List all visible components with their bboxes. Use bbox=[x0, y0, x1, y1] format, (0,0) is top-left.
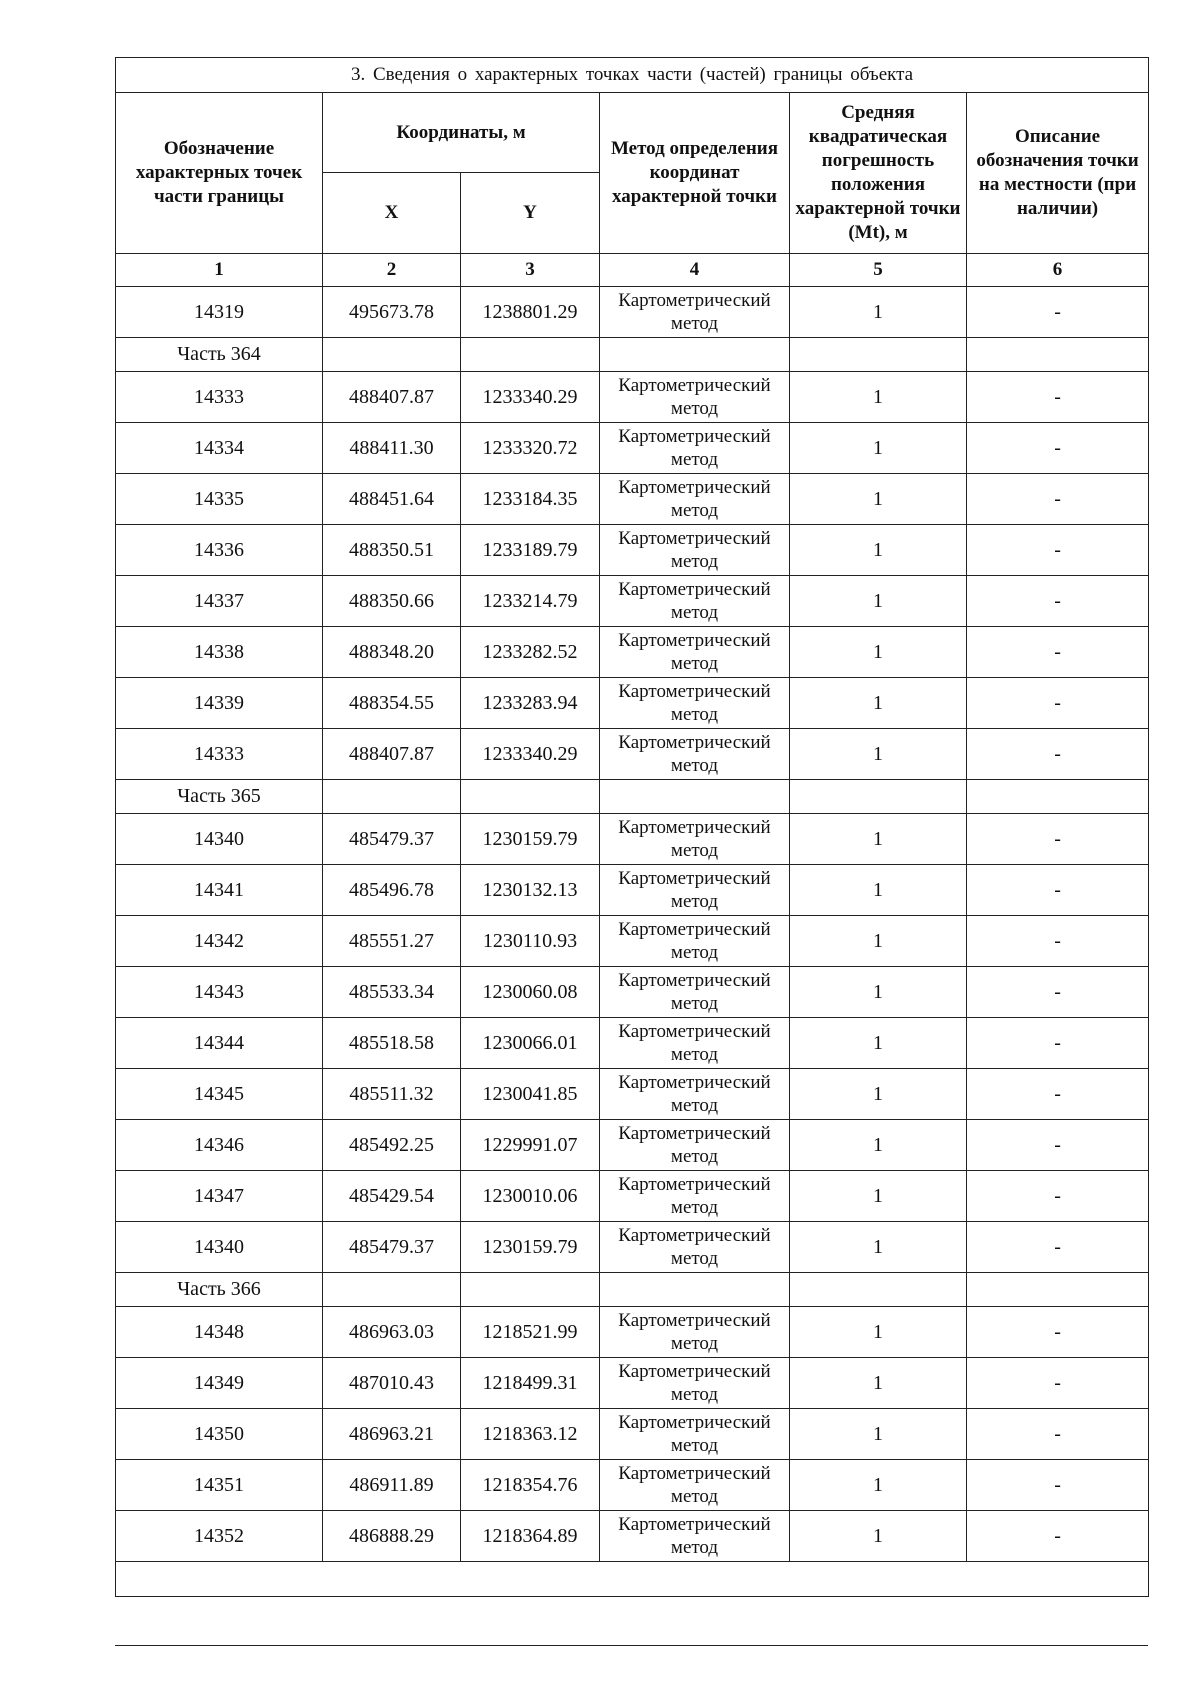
description-cell: - bbox=[967, 967, 1149, 1018]
error-cell: 1 bbox=[790, 1460, 967, 1511]
error-cell: 1 bbox=[790, 525, 967, 576]
method-cell: Картометрический метод bbox=[600, 678, 790, 729]
x-coordinate-cell: 495673.78 bbox=[323, 287, 461, 338]
error-cell: 1 bbox=[790, 1222, 967, 1273]
header-method: Метод определения координат характерной точки bbox=[600, 93, 790, 254]
table-row bbox=[116, 678, 1149, 729]
method-cell: Картометрический метод bbox=[600, 287, 790, 338]
method-cell: Картометрический метод bbox=[600, 1307, 790, 1358]
method-cell: Картометрический метод bbox=[600, 525, 790, 576]
column-number: 6 bbox=[967, 254, 1149, 287]
table-row bbox=[116, 1307, 1149, 1358]
x-coordinate-cell: 486963.21 bbox=[323, 1409, 461, 1460]
empty-cell bbox=[967, 338, 1149, 372]
method-cell: Картометрический метод bbox=[600, 814, 790, 865]
method-cell: Картометрический метод bbox=[600, 372, 790, 423]
method-cell: Картометрический метод bbox=[600, 474, 790, 525]
column-number: 5 bbox=[790, 254, 967, 287]
method-cell: Картометрический метод bbox=[600, 1358, 790, 1409]
document-page bbox=[115, 57, 1148, 1597]
description-cell: - bbox=[967, 1409, 1149, 1460]
table-row bbox=[116, 1511, 1149, 1562]
table-row bbox=[116, 916, 1149, 967]
description-cell: - bbox=[967, 576, 1149, 627]
part-label: Часть 365 bbox=[116, 780, 323, 814]
point-id-cell: 14335 bbox=[116, 474, 323, 525]
header-row-1 bbox=[116, 93, 1149, 173]
header-x: X bbox=[323, 173, 461, 254]
table-row bbox=[116, 1171, 1149, 1222]
column-number: 4 bbox=[600, 254, 790, 287]
description-cell: - bbox=[967, 814, 1149, 865]
error-cell: 1 bbox=[790, 423, 967, 474]
x-coordinate-cell: 486911.89 bbox=[323, 1460, 461, 1511]
x-coordinate-cell: 486963.03 bbox=[323, 1307, 461, 1358]
empty-cell bbox=[600, 780, 790, 814]
y-coordinate-cell: 1218521.99 bbox=[461, 1307, 600, 1358]
description-cell: - bbox=[967, 1511, 1149, 1562]
x-coordinate-cell: 487010.43 bbox=[323, 1358, 461, 1409]
description-cell: - bbox=[967, 1307, 1149, 1358]
point-id-cell: 14347 bbox=[116, 1171, 323, 1222]
description-cell: - bbox=[967, 1460, 1149, 1511]
description-cell: - bbox=[967, 916, 1149, 967]
point-id-cell: 14346 bbox=[116, 1120, 323, 1171]
description-cell: - bbox=[967, 1018, 1149, 1069]
table-row bbox=[116, 627, 1149, 678]
method-cell: Картометрический метод bbox=[600, 916, 790, 967]
y-coordinate-cell: 1230132.13 bbox=[461, 865, 600, 916]
method-cell: Картометрический метод bbox=[600, 1511, 790, 1562]
section-title: 3. Сведения о характерных точках части (частей) границы объекта bbox=[116, 58, 1149, 93]
y-coordinate-cell: 1233184.35 bbox=[461, 474, 600, 525]
table-row bbox=[116, 1358, 1149, 1409]
x-coordinate-cell: 488451.64 bbox=[323, 474, 461, 525]
method-cell: Картометрический метод bbox=[600, 1120, 790, 1171]
method-cell: Картометрический метод bbox=[600, 576, 790, 627]
point-id-cell: 14345 bbox=[116, 1069, 323, 1120]
empty-cell bbox=[461, 338, 600, 372]
empty-cell bbox=[600, 338, 790, 372]
point-id-cell: 14352 bbox=[116, 1511, 323, 1562]
error-cell: 1 bbox=[790, 729, 967, 780]
error-cell: 1 bbox=[790, 678, 967, 729]
point-id-cell: 14342 bbox=[116, 916, 323, 967]
point-id-cell: 14349 bbox=[116, 1358, 323, 1409]
method-cell: Картометрический метод bbox=[600, 627, 790, 678]
method-cell: Картометрический метод bbox=[600, 1460, 790, 1511]
method-cell: Картометрический метод bbox=[600, 729, 790, 780]
x-coordinate-cell: 485429.54 bbox=[323, 1171, 461, 1222]
point-id-cell: 14333 bbox=[116, 729, 323, 780]
y-coordinate-cell: 1230159.79 bbox=[461, 814, 600, 865]
table-row bbox=[116, 287, 1149, 338]
point-id-cell: 14319 bbox=[116, 287, 323, 338]
x-coordinate-cell: 485492.25 bbox=[323, 1120, 461, 1171]
error-cell: 1 bbox=[790, 967, 967, 1018]
header-coordinates: Координаты, м bbox=[323, 93, 600, 173]
point-id-cell: 14341 bbox=[116, 865, 323, 916]
y-coordinate-cell: 1233214.79 bbox=[461, 576, 600, 627]
description-cell: - bbox=[967, 1069, 1149, 1120]
description-cell: - bbox=[967, 1358, 1149, 1409]
header-description: Описание обозначения точки на местности (при наличии) bbox=[967, 93, 1149, 254]
point-id-cell: 14344 bbox=[116, 1018, 323, 1069]
y-coordinate-cell: 1218354.76 bbox=[461, 1460, 600, 1511]
table-row bbox=[116, 1460, 1149, 1511]
x-coordinate-cell: 485533.34 bbox=[323, 967, 461, 1018]
part-header-row bbox=[116, 1273, 1149, 1307]
error-cell: 1 bbox=[790, 1069, 967, 1120]
error-cell: 1 bbox=[790, 576, 967, 627]
boundary-points-table bbox=[115, 57, 1149, 1597]
y-coordinate-cell: 1230159.79 bbox=[461, 1222, 600, 1273]
column-number: 3 bbox=[461, 254, 600, 287]
y-coordinate-cell: 1218364.89 bbox=[461, 1511, 600, 1562]
method-cell: Картометрический метод bbox=[600, 1018, 790, 1069]
table-row bbox=[116, 729, 1149, 780]
column-number: 2 bbox=[323, 254, 461, 287]
x-coordinate-cell: 485496.78 bbox=[323, 865, 461, 916]
table-row bbox=[116, 474, 1149, 525]
description-cell: - bbox=[967, 525, 1149, 576]
table-row bbox=[116, 525, 1149, 576]
error-cell: 1 bbox=[790, 1018, 967, 1069]
point-id-cell: 14338 bbox=[116, 627, 323, 678]
x-coordinate-cell: 488350.51 bbox=[323, 525, 461, 576]
y-coordinate-cell: 1233340.29 bbox=[461, 372, 600, 423]
description-cell: - bbox=[967, 1171, 1149, 1222]
table-row bbox=[116, 372, 1149, 423]
x-coordinate-cell: 488348.20 bbox=[323, 627, 461, 678]
error-cell: 1 bbox=[790, 916, 967, 967]
error-cell: 1 bbox=[790, 1409, 967, 1460]
header-error: Средняя квадратическая погрешность положения характерной точки (Mt), м bbox=[790, 93, 967, 254]
point-id-cell: 14350 bbox=[116, 1409, 323, 1460]
y-coordinate-cell: 1230041.85 bbox=[461, 1069, 600, 1120]
column-numbers-row bbox=[116, 254, 1149, 287]
point-id-cell: 14336 bbox=[116, 525, 323, 576]
y-coordinate-cell: 1230010.06 bbox=[461, 1171, 600, 1222]
x-coordinate-cell: 486888.29 bbox=[323, 1511, 461, 1562]
y-coordinate-cell: 1233282.52 bbox=[461, 627, 600, 678]
part-label: Часть 364 bbox=[116, 338, 323, 372]
point-id-cell: 14348 bbox=[116, 1307, 323, 1358]
x-coordinate-cell: 488411.30 bbox=[323, 423, 461, 474]
y-coordinate-cell: 1218499.31 bbox=[461, 1358, 600, 1409]
method-cell: Картометрический метод bbox=[600, 423, 790, 474]
x-coordinate-cell: 485479.37 bbox=[323, 1222, 461, 1273]
part-header-row bbox=[116, 780, 1149, 814]
point-id-cell: 14351 bbox=[116, 1460, 323, 1511]
method-cell: Картометрический метод bbox=[600, 967, 790, 1018]
table-row bbox=[116, 967, 1149, 1018]
table-row bbox=[116, 1409, 1149, 1460]
description-cell: - bbox=[967, 678, 1149, 729]
empty-cell bbox=[116, 1562, 1149, 1597]
point-id-cell: 14337 bbox=[116, 576, 323, 627]
point-id-cell: 14340 bbox=[116, 1222, 323, 1273]
table-row bbox=[116, 1069, 1149, 1120]
error-cell: 1 bbox=[790, 1120, 967, 1171]
error-cell: 1 bbox=[790, 1171, 967, 1222]
empty-cell bbox=[967, 780, 1149, 814]
y-coordinate-cell: 1233320.72 bbox=[461, 423, 600, 474]
description-cell: - bbox=[967, 287, 1149, 338]
empty-cell bbox=[461, 780, 600, 814]
point-id-cell: 14340 bbox=[116, 814, 323, 865]
description-cell: - bbox=[967, 1222, 1149, 1273]
empty-cell bbox=[967, 1273, 1149, 1307]
description-cell: - bbox=[967, 1120, 1149, 1171]
header-point: Обозначение характерных точек части границы bbox=[116, 93, 323, 254]
empty-cell bbox=[323, 338, 461, 372]
error-cell: 1 bbox=[790, 627, 967, 678]
error-cell: 1 bbox=[790, 1511, 967, 1562]
table-row bbox=[116, 1018, 1149, 1069]
empty-cell bbox=[790, 1273, 967, 1307]
x-coordinate-cell: 488354.55 bbox=[323, 678, 461, 729]
empty-cell bbox=[323, 1273, 461, 1307]
error-cell: 1 bbox=[790, 474, 967, 525]
error-cell: 1 bbox=[790, 372, 967, 423]
x-coordinate-cell: 485479.37 bbox=[323, 814, 461, 865]
description-cell: - bbox=[967, 627, 1149, 678]
y-coordinate-cell: 1229991.07 bbox=[461, 1120, 600, 1171]
column-number: 1 bbox=[116, 254, 323, 287]
empty-cell bbox=[323, 780, 461, 814]
y-coordinate-cell: 1233283.94 bbox=[461, 678, 600, 729]
description-cell: - bbox=[967, 423, 1149, 474]
point-id-cell: 14333 bbox=[116, 372, 323, 423]
method-cell: Картометрический метод bbox=[600, 1171, 790, 1222]
y-coordinate-cell: 1230110.93 bbox=[461, 916, 600, 967]
x-coordinate-cell: 488350.66 bbox=[323, 576, 461, 627]
error-cell: 1 bbox=[790, 1307, 967, 1358]
description-cell: - bbox=[967, 729, 1149, 780]
x-coordinate-cell: 485551.27 bbox=[323, 916, 461, 967]
y-coordinate-cell: 1238801.29 bbox=[461, 287, 600, 338]
point-id-cell: 14339 bbox=[116, 678, 323, 729]
y-coordinate-cell: 1230060.08 bbox=[461, 967, 600, 1018]
part-header-row bbox=[116, 338, 1149, 372]
empty-row bbox=[116, 1562, 1149, 1597]
x-coordinate-cell: 488407.87 bbox=[323, 372, 461, 423]
description-cell: - bbox=[967, 865, 1149, 916]
method-cell: Картометрический метод bbox=[600, 1069, 790, 1120]
x-coordinate-cell: 488407.87 bbox=[323, 729, 461, 780]
method-cell: Картометрический метод bbox=[600, 1409, 790, 1460]
method-cell: Картометрический метод bbox=[600, 1222, 790, 1273]
point-id-cell: 14334 bbox=[116, 423, 323, 474]
method-cell: Картометрический метод bbox=[600, 865, 790, 916]
table-row bbox=[116, 576, 1149, 627]
x-coordinate-cell: 485518.58 bbox=[323, 1018, 461, 1069]
empty-cell bbox=[790, 780, 967, 814]
footer-divider bbox=[115, 1645, 1148, 1646]
y-coordinate-cell: 1233340.29 bbox=[461, 729, 600, 780]
error-cell: 1 bbox=[790, 1358, 967, 1409]
table-row bbox=[116, 814, 1149, 865]
empty-cell bbox=[600, 1273, 790, 1307]
y-coordinate-cell: 1230066.01 bbox=[461, 1018, 600, 1069]
table-row bbox=[116, 423, 1149, 474]
description-cell: - bbox=[967, 474, 1149, 525]
empty-cell bbox=[790, 338, 967, 372]
description-cell: - bbox=[967, 372, 1149, 423]
error-cell: 1 bbox=[790, 865, 967, 916]
x-coordinate-cell: 485511.32 bbox=[323, 1069, 461, 1120]
point-id-cell: 14343 bbox=[116, 967, 323, 1018]
error-cell: 1 bbox=[790, 287, 967, 338]
y-coordinate-cell: 1218363.12 bbox=[461, 1409, 600, 1460]
header-y: Y bbox=[461, 173, 600, 254]
table-row bbox=[116, 1120, 1149, 1171]
table-row bbox=[116, 1222, 1149, 1273]
table-row bbox=[116, 865, 1149, 916]
part-label: Часть 366 bbox=[116, 1273, 323, 1307]
section-title-row bbox=[116, 58, 1149, 93]
empty-cell bbox=[461, 1273, 600, 1307]
y-coordinate-cell: 1233189.79 bbox=[461, 525, 600, 576]
error-cell: 1 bbox=[790, 814, 967, 865]
